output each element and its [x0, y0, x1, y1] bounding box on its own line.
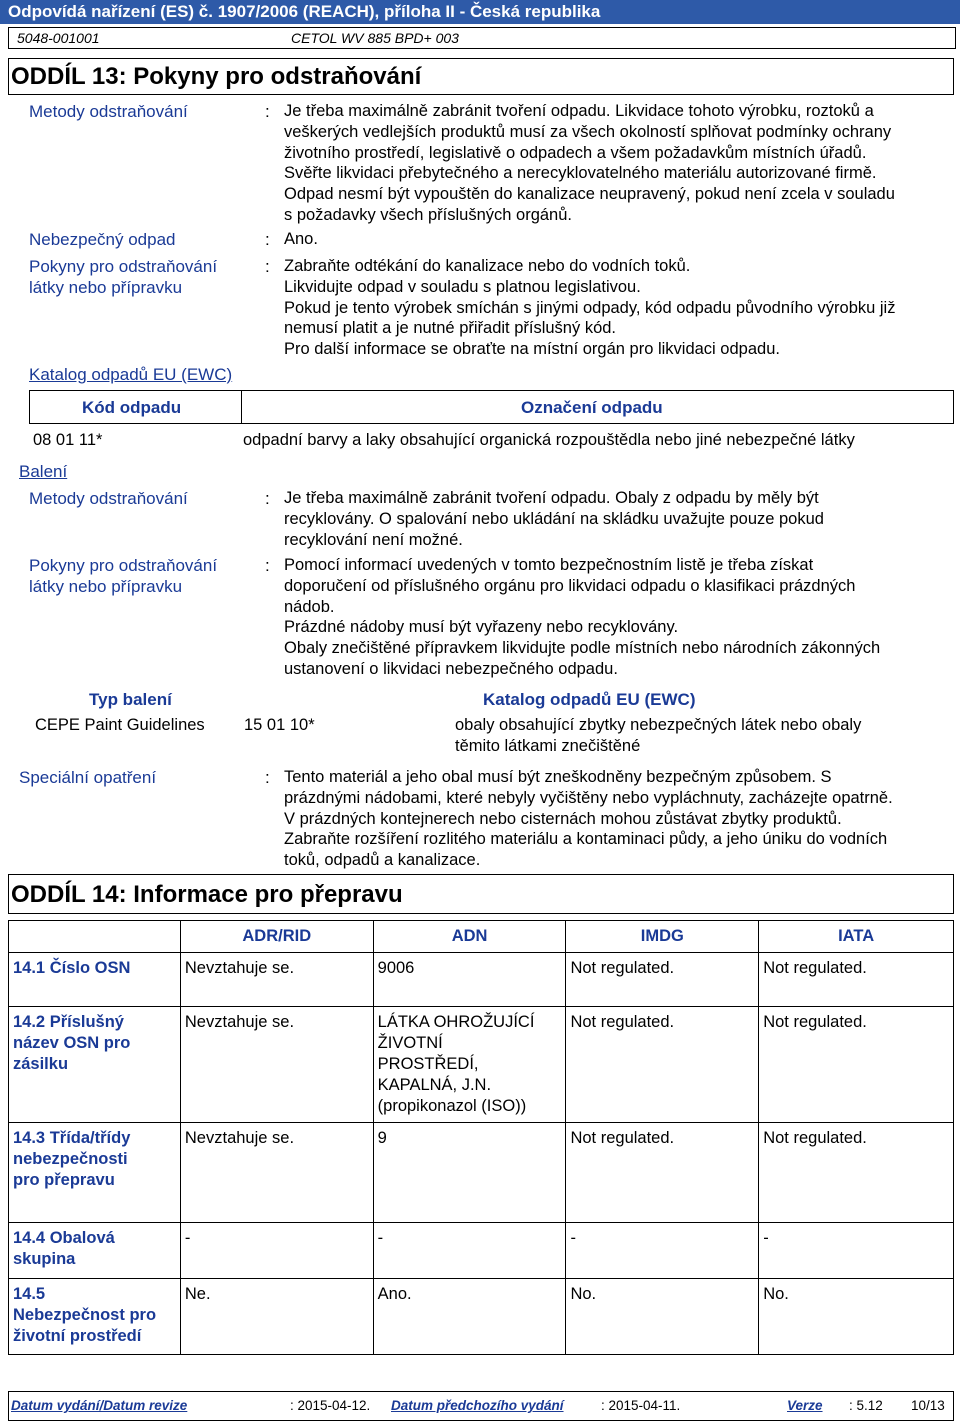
section-14-title: ODDÍL 14: Informace pro přepravu — [11, 881, 403, 908]
packaging-ewc-header: Katalog odpadů EU (EWC) — [483, 690, 696, 709]
col-iata: IATA — [759, 921, 954, 953]
cell-line: - — [377, 1229, 384, 1247]
hazardous-waste-label: Nebezpečný odpad — [29, 230, 176, 249]
text-line: těmito látkami znečištěné — [455, 736, 641, 755]
cell-line: Not regulated. — [763, 1129, 867, 1147]
cell — [180, 1007, 373, 1123]
text-line: nádob. — [284, 597, 335, 616]
substance-disposal-label — [29, 256, 217, 298]
text-line: Pomocí informací uvedených v tomto bezpečnostním listě je třeba získat — [284, 556, 814, 574]
cell-line: Not regulated. — [570, 959, 675, 977]
table-row — [9, 1223, 954, 1279]
cell-line: Not regulated. — [570, 1129, 675, 1147]
cell-line: - — [570, 1229, 576, 1247]
cell-line: KAPALNÁ, J.N. — [377, 1076, 492, 1094]
text-line: obaly obsahující zbytky nebezpečných látek nebo obaly — [455, 716, 862, 734]
cell-line: Nevztahuje se. — [184, 1013, 295, 1031]
text-line: s požadavky všech příslušných orgánů. — [284, 205, 572, 224]
ewc-col-desc: Označení odpadu — [521, 398, 663, 417]
regulation-header: Odpovídá nařízení (ES) č. 1907/2006 (REACH), příloha II - Česká republika — [0, 0, 960, 24]
label-line: 14.1 Číslo OSN — [13, 959, 131, 977]
text-line: veškerých vedlejších produktů musí za všech okolností splňovat podmínky ochrany — [284, 122, 892, 141]
cell — [759, 1279, 954, 1355]
cell-line: Not regulated. — [570, 1013, 675, 1031]
colon: : — [265, 489, 270, 508]
text-line: Odpad nesmí být vypouštěn do kanalizace neupravený, pokud není zcela v souladu — [284, 185, 895, 204]
col-adn: ADN — [373, 921, 566, 953]
special-precautions-label: Speciální opatření — [19, 768, 157, 787]
cell — [759, 1123, 954, 1223]
text-line: nemusí platit a je nutné přiřadit příslušný kód. — [284, 319, 617, 338]
cell — [180, 1123, 373, 1223]
hazardous-waste-value: Ano. — [284, 230, 318, 248]
cell-line: Nevztahuje se. — [184, 1129, 295, 1147]
colon: : — [265, 556, 270, 575]
ewc-table-header — [29, 390, 954, 424]
page-number: 10/13 — [911, 1398, 945, 1413]
text-line: Je třeba maximálně zabránit tvoření odpadu. Obaly z odpadu by měly být — [284, 489, 819, 507]
label-line: Pokyny pro odstraňování — [29, 556, 218, 575]
label-line: zásilku — [13, 1055, 69, 1073]
text-line: V prázdných kontejnerech nebo cisternách mohou zůstávat zbytky produktů. — [284, 809, 842, 828]
text-line: Pokud je tento výrobek smíchán s jinými odpady, kód odpadu původního výrobku již — [284, 298, 896, 317]
table-row — [9, 953, 954, 1007]
label-line: 14.5 — [13, 1285, 46, 1303]
colon: : — [265, 230, 270, 249]
row-label-hazard-class — [9, 1123, 181, 1223]
text-line: Likvidujte odpad v souladu s platnou legislativou. — [284, 277, 641, 296]
cell — [180, 1223, 373, 1279]
cell — [566, 1007, 759, 1123]
cell-line: No. — [763, 1285, 789, 1303]
cell-line: - — [763, 1229, 769, 1247]
cell-line: - — [184, 1229, 191, 1247]
cell — [566, 953, 759, 1007]
section-14-title-box — [8, 874, 954, 914]
cell — [759, 1223, 954, 1279]
row-label-env-hazard — [9, 1279, 181, 1355]
packaging-advice-label — [29, 555, 217, 597]
version-label: Verze — [787, 1398, 823, 1413]
label-line: 14.4 Obalová — [13, 1229, 115, 1247]
packaging-advice-text — [284, 555, 956, 680]
row-label-un-number — [9, 953, 181, 1007]
transport-table — [8, 920, 954, 1355]
packaging-description — [455, 715, 955, 757]
cell — [566, 1123, 759, 1223]
transport-corner — [9, 921, 181, 953]
label-line: nebezpečnosti — [13, 1150, 128, 1168]
text-line: prázdnými nádobami, které nebyly vyčištěny nebo vypláchnuty, zacházejte opatrně. — [284, 788, 893, 807]
packaging-methods-text — [284, 488, 956, 550]
packaging-title: Balení — [19, 462, 68, 481]
cell-line: Ano. — [377, 1285, 412, 1303]
colon: : — [265, 257, 270, 276]
product-header — [8, 27, 956, 49]
cell-line: No. — [570, 1285, 597, 1303]
text-line: toků, odpadů a kanalizace. — [284, 851, 481, 870]
table-row — [9, 1279, 954, 1355]
label-line: 14.2 Příslušný — [13, 1013, 124, 1031]
cell — [759, 1007, 954, 1123]
cell — [566, 1279, 759, 1355]
ewc-catalog-link[interactable]: Katalog odpadů EU (EWC) — [29, 365, 233, 384]
ewc-description: odpadní barvy a laky obsahující organická rozpouštědla nebo jiné nebezpečné látky — [243, 431, 855, 449]
issue-date-label: Datum vydání/Datum revize — [11, 1398, 188, 1413]
product-name: CETOL WV 885 BPD+ 003 — [291, 30, 459, 46]
label-line: životní prostředí — [13, 1327, 142, 1345]
label-line: název OSN pro — [13, 1034, 131, 1052]
text-line: Obaly znečištěné přípravkem likvidujte podle místních nebo národních zákonných — [284, 639, 881, 658]
cell — [373, 953, 566, 1007]
cell — [373, 1223, 566, 1279]
label-line: Nebezpečnost pro — [13, 1306, 157, 1324]
page-footer — [8, 1391, 954, 1421]
cell — [373, 1123, 566, 1223]
table-row — [9, 1007, 954, 1123]
label-line: látky nebo přípravku — [29, 577, 183, 596]
cell — [566, 1223, 759, 1279]
label-line: látky nebo přípravku — [29, 278, 183, 297]
text-line: Svěřte likvidaci přebytečného a nerecyklovatelného materiálu autorizované firmě. — [284, 164, 877, 183]
cell — [759, 953, 954, 1007]
cell-line: Not regulated. — [763, 1013, 867, 1031]
colon: : — [265, 768, 270, 787]
label-line: 14.3 Třída/třídy — [13, 1129, 131, 1147]
text-line: recyklovány. O spalování nebo ukládání na skládku uvažujte pouze pokud — [284, 509, 824, 528]
special-precautions-text — [284, 767, 956, 871]
text-line: recyklování není možné. — [284, 530, 463, 549]
text-line: doporučení od příslušného orgánu pro likvidaci odpadu o klasifikaci prázdných — [284, 576, 856, 595]
cell — [180, 953, 373, 1007]
cell-line: LÁTKA OHROŽUJÍCÍ — [377, 1013, 535, 1031]
label-line: pro přepravu — [13, 1171, 115, 1189]
packaging-methods-label: Metody odstraňování — [29, 489, 188, 508]
cell-line: Nevztahuje se. — [184, 959, 295, 977]
text-line: Zabraňte rozšíření rozlitého materiálu a kontaminaci půdy, a jeho úniku do vodních — [284, 830, 888, 849]
previous-date-value: : 2015-04-11. — [601, 1398, 681, 1413]
previous-date-label: Datum předchozího vydání — [391, 1398, 564, 1413]
text-line: Tento materiál a jeho obal musí být zneškodněny bezpečným způsobem. S — [284, 768, 832, 786]
cell-line: 9 — [377, 1129, 387, 1147]
cell-line: Ne. — [184, 1285, 211, 1303]
col-adr-rid: ADR/RID — [180, 921, 373, 953]
section-13-title-box — [8, 58, 954, 95]
row-label-shipping-name — [9, 1007, 181, 1123]
packaging-code: 15 01 10* — [244, 716, 315, 734]
cell — [373, 1279, 566, 1355]
colon: : — [265, 102, 270, 121]
row-label-packing-group — [9, 1223, 181, 1279]
ewc-code: 08 01 11* — [33, 431, 103, 449]
packaging-type-header: Typ balení — [89, 690, 172, 709]
transport-header-row — [9, 921, 954, 953]
text-line: Prázdné nádoby musí být vyřazeny nebo recyklovány. — [284, 618, 679, 637]
packaging-type: CEPE Paint Guidelines — [35, 716, 205, 734]
issue-date-value: : 2015-04-12. — [290, 1398, 371, 1413]
cell-line: ŽIVOTNÍ — [377, 1034, 443, 1052]
col-imdg: IMDG — [566, 921, 759, 953]
text-line: Je třeba maximálně zabránit tvoření odpadu. Likvidace tohoto výrobku, roztoků a — [284, 102, 874, 120]
cell — [180, 1279, 373, 1355]
text-line: životního prostředí, legislativě o odpadech a všem požadavkům místních úřadů. — [284, 143, 867, 162]
version-value: : 5.12 — [849, 1398, 883, 1413]
table-row — [9, 1123, 954, 1223]
label-line: Pokyny pro odstraňování — [29, 257, 218, 276]
cell-line: Not regulated. — [763, 959, 867, 977]
cell-line: 9006 — [377, 959, 415, 977]
cell-line: PROSTŘEDÍ, — [377, 1055, 479, 1073]
substance-disposal-text — [284, 256, 956, 360]
label-line: skupina — [13, 1250, 76, 1268]
product-code: 5048-001001 — [17, 30, 100, 46]
disposal-methods-text — [284, 101, 956, 226]
text-line: Zabraňte odtékání do kanalizace nebo do vodních toků. — [284, 257, 691, 275]
section-13-title: ODDÍL 13: Pokyny pro odstraňování — [11, 63, 422, 90]
disposal-methods-label: Metody odstraňování — [29, 102, 188, 121]
ewc-col-code: Kód odpadu — [82, 398, 182, 417]
text-line: Pro další informace se obraťte na místní orgán pro likvidaci odpadu. — [284, 340, 780, 359]
cell — [373, 1007, 566, 1123]
text-line: ustanovení o likvidaci nebezpečného odpadu. — [284, 659, 618, 678]
cell-line: (propikonazol (ISO)) — [377, 1097, 527, 1115]
